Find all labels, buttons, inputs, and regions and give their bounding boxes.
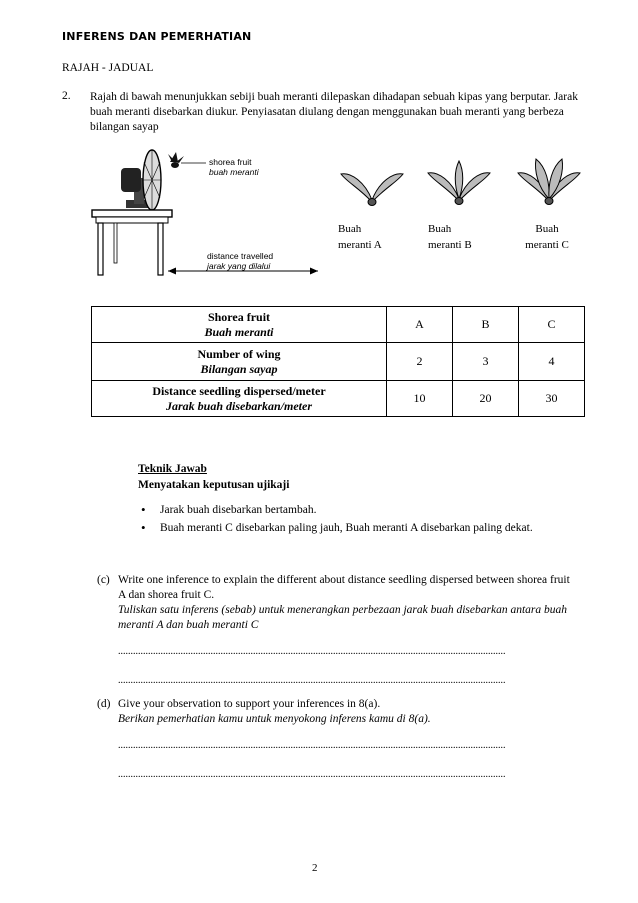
technique-subtitle: Menyatakan keputusan ujikaji <box>138 479 290 491</box>
table-cell: 30 <box>519 381 585 417</box>
shorea-fruit-label: shorea fruit buah meranti <box>209 157 259 177</box>
part-c-malay: Tuliskan satu inferens (sebab) untuk menerangkan perbezaan jarak buah disebarkan antara buah meranti A dan buah meranti C <box>118 604 567 631</box>
row-header: Distance seedling dispersed/meter Jarak buah disebarkan/meter <box>92 381 387 417</box>
results-table <box>91 306 585 417</box>
table-row <box>92 307 585 343</box>
page-number: 2 <box>312 862 318 874</box>
seed-b-caption: Buah meranti B <box>428 223 472 251</box>
part-c-english: Write one inference to explain the different about distance seedling dispersed between shorea fruit A dan shorea fruit C. <box>118 574 570 601</box>
section-subheading: RAJAH - JADUAL <box>62 62 154 74</box>
seed-b-icon <box>424 155 494 215</box>
list-item: • Buah meranti C disebarkan paling jauh, Buah meranti A disebarkan paling dekat. <box>138 519 533 537</box>
seed-a-caption: Buah meranti A <box>338 223 382 251</box>
technique-bullets <box>138 501 533 537</box>
table-cell: A <box>387 307 453 343</box>
part-d-english: Give your observation to support your inferences in 8(a). <box>118 698 381 710</box>
table-cell: 2 <box>387 343 453 381</box>
question-text: Rajah di bawah menunjukkan sebiji buah meranti dilepaskan dihadapan sebuah kipas yang berputar. Jarak buah meranti disebarkan diukur. Penyiasatan diulang dengan menggunakan buah meranti yang berbeza bilangan sayap <box>90 91 578 133</box>
fan-table-figure <box>86 148 326 283</box>
table-cell: 20 <box>453 381 519 417</box>
seed-a-icon <box>337 160 407 215</box>
table-cell: B <box>453 307 519 343</box>
answer-line[interactable]: ........................................................................................................................................................... <box>118 646 506 657</box>
answer-line[interactable]: ........................................................................................................................................................... <box>118 769 506 780</box>
table-cell: C <box>519 307 585 343</box>
seed-c-caption: Buah meranti C <box>525 223 569 251</box>
seed-c-icon <box>514 153 584 215</box>
list-item: • Jarak buah disebarkan bertambah. <box>138 501 533 519</box>
technique-title: Teknik Jawab <box>138 463 207 475</box>
table-cell: 4 <box>519 343 585 381</box>
answer-line[interactable]: ........................................................................................................................................................... <box>118 675 506 686</box>
row-header: Shorea fruit Buah meranti <box>92 307 387 343</box>
question-part-c: (c) Write one inference to explain the different about distance seedling dispersed between shorea fruit A dan shorea fruit C. Tuliskan satu inferens (sebab) untuk menerangkan perbezaan jarak buah disebarkan antara buah meranti A dan buah meranti C ........................................................................................................................................................... ........................................................................................................................................................... <box>97 573 582 693</box>
table-row <box>92 343 585 381</box>
table-cell: 3 <box>453 343 519 381</box>
answer-line[interactable]: ........................................................................................................................................................... <box>118 740 506 751</box>
question-part-d: (d) Give your observation to support your inferences in 8(a). Berikan pemerhatian kamu untuk menyokong inferens kamu di 8(a). ........................................................................................................................................................... ........................................................................................................................................................... <box>97 697 582 787</box>
answer-technique <box>138 461 289 493</box>
table-cell: 10 <box>387 381 453 417</box>
table-row <box>92 381 585 417</box>
page-heading: INFERENS DAN PEMERHATIAN <box>62 30 252 43</box>
distance-label: distance travelled jarak yang dilalui <box>207 251 274 271</box>
question-number: 2. <box>62 90 71 102</box>
row-header: Number of wing Bilangan sayap <box>92 343 387 381</box>
part-d-malay: Berikan pemerhatian kamu untuk menyokong inferens kamu di 8(a). <box>118 713 431 725</box>
fan-table-illustration <box>86 148 326 283</box>
